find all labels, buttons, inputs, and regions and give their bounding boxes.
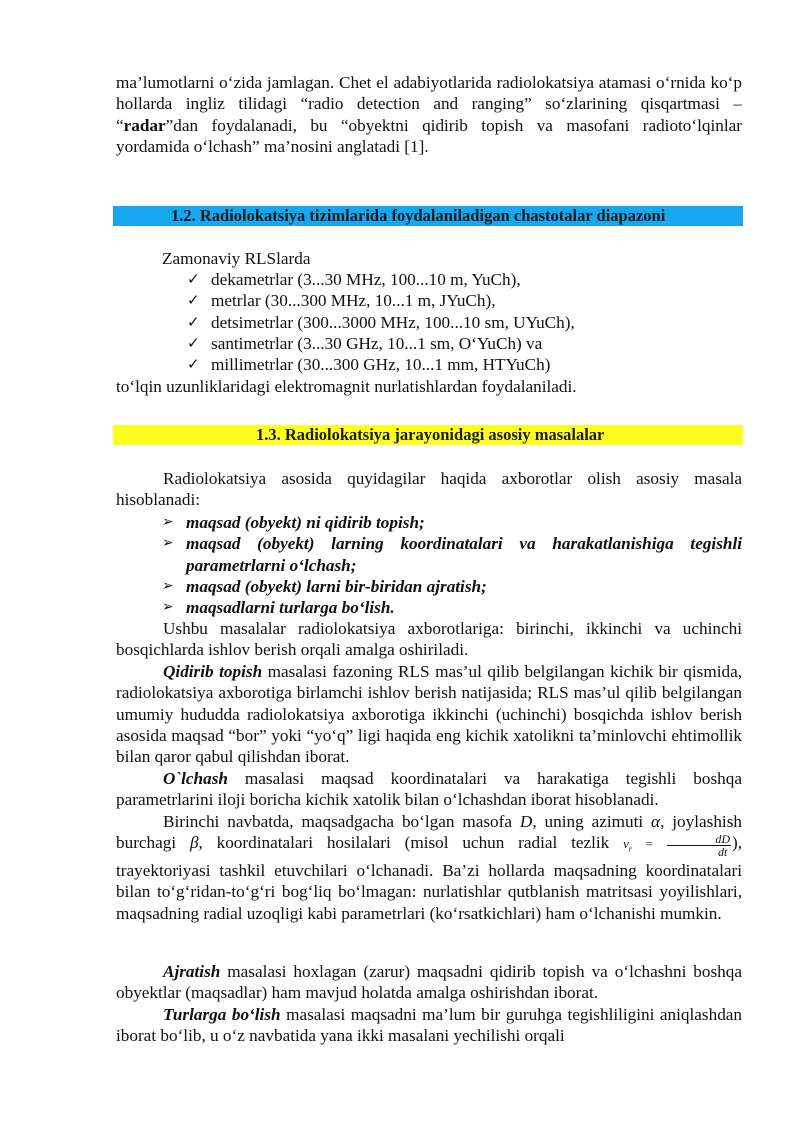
measure-term: O`lchash	[163, 769, 228, 788]
section-heading-1-3	[113, 425, 743, 445]
list-item: ✓ santimetrlar (3...30 GHz, 10...1 sm, O‘YuCh) va	[187, 333, 543, 353]
tasks-lead: Radiolokatsiya asosida quyidagilar haqida axborotlar olish asosiy masala hisoblanadi:	[116, 469, 742, 510]
arrowhead-icon: ➢	[162, 577, 174, 594]
elevation-symbol: β	[189, 833, 199, 853]
list-item: ➢ maqsadlarni turlarga bo‘lish.	[162, 598, 395, 618]
section-heading-1-2-text: 1.2. Radiolokatsiya tizimlarida foydalaniladigan chastotalar diapazoni	[171, 206, 666, 225]
radar-term: radar	[123, 115, 166, 135]
list-item: ➢ maqsad (obyekt) larning koordinatalari va harakatlanishiga tegishli parametrlarni o‘lchash;	[162, 534, 742, 575]
list-item: ✓ detsimetrlar (300...3000 MHz, 100...10 sm, UYuCh),	[187, 312, 575, 332]
list-item: ✓ millimetrlar (30...300 GHz, 10...1 mm, HTYuCh)	[187, 355, 551, 375]
classify-term: Turlarga bo‘lish	[163, 1005, 281, 1024]
frequency-lead: Zamonaviy RLSlarda	[162, 249, 311, 268]
checkmark-icon: ✓	[187, 355, 200, 374]
search-paragraph: Qidirib topish masalasi fazoning RLS mas’ul qilib belgilangan kichik bir qismida, radiolokatsiya axborotiga birlamchi ishlov berish natijasida; RLS mas’ul qilib belgilangan umumiy hududda radiolokatsiya axborotiga ikkinchi (uchinchi) bosqichda ishlov berish asosida maqsad “bor” yoki “yo‘q” ligi haqida eng kichik xatolikni ta’minlovchi ehtimollik bilan qaror qabul qilishdan iborat.	[116, 662, 742, 767]
search-term: Qidirib topish	[163, 662, 263, 681]
separate-paragraph: Ajratish masalasi hoxlagan (zarur) maqsadni qidirib topish va o‘lchashni boshqa obyektlar (maqsadlar) ham mavjud holatda amalga oshirishdan iborat.	[116, 962, 742, 1003]
classify-paragraph: Turlarga bo‘lish masalasi maqsadni ma’lum bir guruhga tegishliligini aniqlashdan iborat bo‘lib, u o‘z navbatida yana ikki masalani yechilishi orqali	[116, 1005, 743, 1046]
checkmark-icon: ✓	[187, 291, 200, 310]
list-item: ➢ maqsad (obyekt) ni qidirib topish;	[162, 513, 425, 532]
intro-text-end: ”dan foydalanadi, bu “obyektni qidirib topish va masofani radioto‘lqinlar yordamida o‘lchash” ma’nosini anglatadi [1].	[116, 115, 742, 156]
tasks-list	[162, 512, 742, 618]
radial-velocity-formula: $v_r$ = $\frac{dD}{dt}$	[623, 831, 730, 859]
list-item: ✓ dekametrlar (3...30 MHz, 100...10 m, YuCh),	[187, 270, 521, 289]
derivative-fraction: $\frac{dD}{dt}$	[667, 833, 731, 858]
checkmark-icon: ✓	[187, 270, 200, 288]
separate-term: Ajratish	[163, 962, 221, 981]
checkmark-icon: ✓	[187, 312, 200, 331]
intro-text-start: ma’lumotlarni o‘zida jamlagan. Chet el adabiyotlarida radiolokatsiya atamasi o‘rnida ko‘p hollarda ingliz tilidagi “radio detection and ranging” so‘zlarining qisqartmasi – “	[116, 73, 742, 135]
list-item: ➢ maqsad (obyekt) larni bir-biridan ajratish;	[162, 576, 487, 596]
azimuth-symbol: α	[651, 812, 661, 831]
parameters-paragraph: Birinchi navbatda, maqsadgacha bo‘lgan masofa D, uning azimuti α, joylashish burchagi β, koordinatalari hosilalari (misol uchun radial tezlik $v_r$ = $\frac{dD}{dt}$ ), trayektoriyasi tashkil etuvchilari o‘lchanadi. Ba’zi hollarda maqsadning koordinatalari bilan to‘g‘ridan-to‘g‘ri bog‘liq bo‘lmagan: nurlatishlar qutblanish matritsasi yoyilishlari, maqsadning radial uzoqligi kabi parametrlari (ko‘rsatkichlari) ham o‘lchanishi mumkin.	[116, 812, 743, 923]
frequency-band-list	[187, 269, 575, 375]
arrowhead-icon: ➢	[162, 514, 174, 530]
section-heading-1-2	[113, 206, 743, 226]
section-heading-1-3-text: 1.3. Radiolokatsiya jarayonidagi asosiy masalalar	[256, 425, 605, 444]
frequency-closing: to‘lqin uzunliklaridagi elektromagnit nurlatishlardan foydalaniladi.	[116, 377, 577, 396]
intro-paragraph	[116, 72, 742, 157]
arrowhead-icon: ➢	[162, 535, 174, 552]
measure-paragraph: O`lchash masalasi maqsad koordinatalari va harakatiga tegishli boshqa parametrlarini iloji boricha kichik xatolik bilan o‘lchashdan iborat hisoblanadi.	[116, 769, 742, 810]
stages-paragraph: Ushbu masalalar radiolokatsiya axborotlariga: birinchi, ikkinchi va uchinchi bosqichlarda ishlov berish orqali amalga oshiriladi.	[116, 619, 742, 660]
list-item: ✓ metrlar (30...300 MHz, 10...1 m, JYuCh),	[187, 291, 496, 311]
distance-symbol: D	[519, 812, 533, 831]
checkmark-icon: ✓	[187, 333, 200, 352]
arrowhead-icon: ➢	[162, 599, 174, 616]
